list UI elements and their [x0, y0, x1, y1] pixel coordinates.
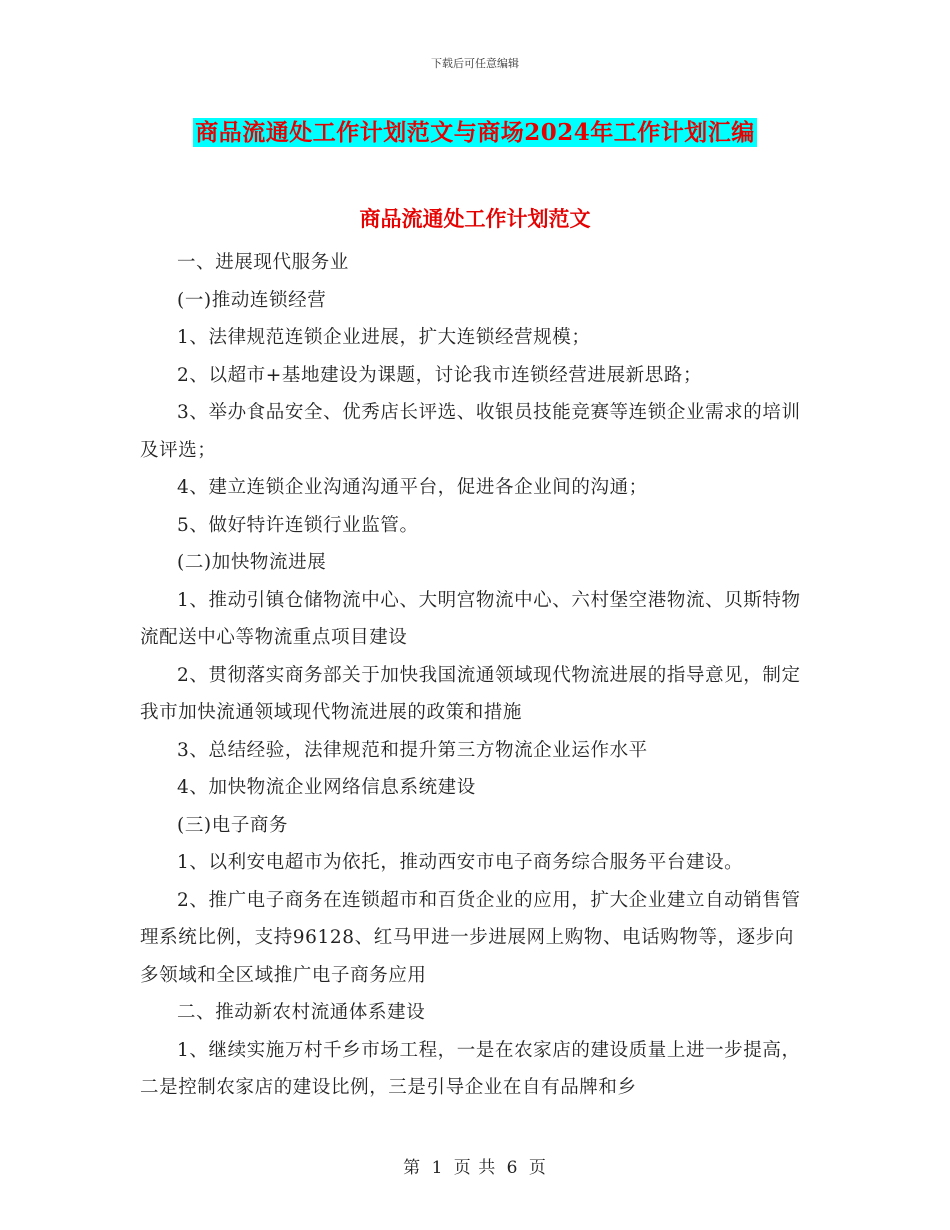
current-page-number: 1	[431, 1158, 444, 1178]
paragraph: 3、举办食品安全、优秀店长评选、收银员技能竞赛等连锁企业需求的培训及评选；	[140, 402, 801, 461]
paragraph: 1、以利安电超市为依托，推动西安市电子商务综合服务平台建设。	[177, 852, 744, 873]
paragraph: (一)推动连锁经营	[177, 289, 327, 311]
paragraph: 二、推动新农村流通体系建设	[177, 1002, 426, 1023]
paragraph: 3、总结经验，法律规范和提升第三方物流企业运作水平	[177, 739, 648, 761]
document-title	[0, 114, 950, 147]
section-title: 商品流通处工作计划范文	[359, 206, 591, 231]
page-footer	[0, 1153, 950, 1178]
paragraph: 2、以超市+基地建设为课题，讨论我市连锁经营进展新思路；	[177, 364, 703, 386]
paragraph: 5、做好特许连锁行业监管。	[177, 514, 419, 536]
header-note: 下载后可任意编辑	[431, 57, 519, 70]
footer-prefix: 第	[403, 1158, 422, 1178]
paragraph: (三)电子商务	[177, 814, 289, 836]
paragraph: (二)加快物流进展	[177, 552, 327, 573]
paragraph: 1、法律规范连锁企业进展，扩大连锁经营规模；	[177, 327, 591, 348]
paragraph: 2、贯彻落实商务部关于加快我国流通领域现代物流进展的指导意见，制定我市加快流通领域现代物流进展的政策和措施	[140, 664, 801, 723]
paragraph: 1、推动引镇仓储物流中心、大明宫物流中心、六村堡空港物流、贝斯特物流配送中心等物流重点项目建设	[140, 589, 801, 648]
footer-suffix: 页	[528, 1158, 547, 1178]
footer-mid: 页 共	[453, 1158, 497, 1178]
paragraph: 2、推广电子商务在连锁超市和百货企业的应用，扩大企业建立自动销售管理系统比例，支持96128、红马甲进一步进展网上购物、电话购物等，逐步向多领域和全区域推广电子商务应用	[140, 889, 801, 986]
document-body	[140, 244, 810, 1107]
paragraph: 一、进展现代服务业	[177, 252, 349, 273]
paragraph: 1、继续实施万村千乡市场工程，一是在农家店的建设质量上进一步提高，二是控制农家店的建设比例，三是引导企业在自有品牌和乡	[140, 1039, 801, 1098]
total-pages: 6	[506, 1158, 519, 1178]
document-title-text: 商品流通处工作计划范文与商场2024年工作计划汇编	[195, 119, 755, 146]
paragraph: 4、建立连锁企业沟通沟通平台，促进各企业间的沟通；	[177, 477, 648, 498]
paragraph: 4、加快物流企业网络信息系统建设	[177, 777, 476, 798]
